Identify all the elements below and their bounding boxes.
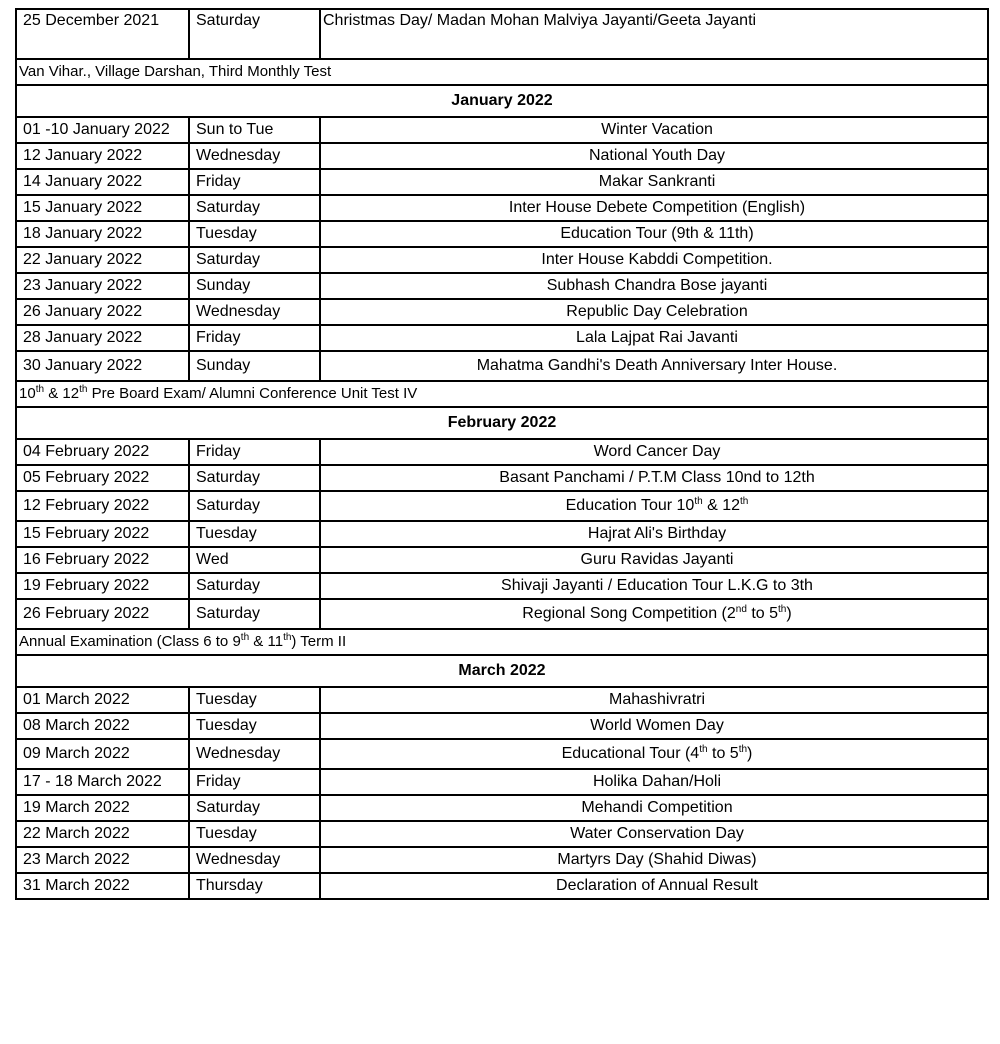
day-cell: Saturday (189, 491, 320, 521)
date-cell: 12 January 2022 (16, 143, 189, 169)
day-cell: Saturday (189, 795, 320, 821)
table-row (16, 9, 988, 59)
day-cell: Tuesday (189, 521, 320, 547)
event-cell: Mehandi Competition (320, 795, 988, 821)
date-cell: 19 February 2022 (16, 573, 189, 599)
day-cell: Wednesday (189, 143, 320, 169)
day-cell: Saturday (189, 465, 320, 491)
day-cell: Wed (189, 547, 320, 573)
event-cell: Martyrs Day (Shahid Diwas) (320, 847, 988, 873)
date-cell: 31 March 2022 (16, 873, 189, 899)
day-cell: Saturday (189, 573, 320, 599)
table-row (16, 143, 988, 169)
note-row (16, 629, 988, 655)
event-cell: Lala Lajpat Rai Javanti (320, 325, 988, 351)
day-cell: Wednesday (189, 847, 320, 873)
day-cell: Tuesday (189, 687, 320, 713)
day-cell: Friday (189, 169, 320, 195)
day-cell: Sunday (189, 351, 320, 381)
table-row (16, 221, 988, 247)
date-cell: 04 February 2022 (16, 439, 189, 465)
table-row (16, 821, 988, 847)
table-row (16, 713, 988, 739)
day-cell: Tuesday (189, 821, 320, 847)
table-row (16, 325, 988, 351)
table-row (16, 547, 988, 573)
date-cell: 26 February 2022 (16, 599, 189, 629)
event-cell: Mahatma Gandhi's Death Anniversary Inter House. (320, 351, 988, 381)
table-row (16, 299, 988, 325)
event-cell: Shivaji Jayanti / Education Tour L.K.G to 3th (320, 573, 988, 599)
event-cell: Declaration of Annual Result (320, 873, 988, 899)
note-row (16, 59, 988, 85)
table-row (16, 247, 988, 273)
february-note: Annual Examination (Class 6 to 9th & 11th) Term II (16, 629, 988, 655)
event-cell: Inter House Kabddi Competition. (320, 247, 988, 273)
calendar-table (15, 8, 989, 900)
event-cell: Education Tour 10th & 12th (320, 491, 988, 521)
event-cell: Inter House Debete Competition (English) (320, 195, 988, 221)
table-row (16, 739, 988, 769)
day-cell: Wednesday (189, 739, 320, 769)
event-cell: Subhash Chandra Bose jayanti (320, 273, 988, 299)
event-cell: World Women Day (320, 713, 988, 739)
date-cell: 26 January 2022 (16, 299, 189, 325)
date-cell: 23 January 2022 (16, 273, 189, 299)
table-row (16, 117, 988, 143)
month-heading-row (16, 407, 988, 439)
event-cell: Water Conservation Day (320, 821, 988, 847)
date-cell: 12 February 2022 (16, 491, 189, 521)
date-cell: 19 March 2022 (16, 795, 189, 821)
table-row (16, 439, 988, 465)
date-cell: 05 February 2022 (16, 465, 189, 491)
date-cell: 15 January 2022 (16, 195, 189, 221)
day-cell: Wednesday (189, 299, 320, 325)
event-cell: Hajrat Ali's Birthday (320, 521, 988, 547)
event-cell: Republic Day Celebration (320, 299, 988, 325)
date-cell: 17 - 18 March 2022 (16, 769, 189, 795)
table-row (16, 195, 988, 221)
event-cell: Word Cancer Day (320, 439, 988, 465)
table-row (16, 769, 988, 795)
day-cell: Friday (189, 439, 320, 465)
day-cell: Saturday (189, 9, 320, 59)
date-cell: 23 March 2022 (16, 847, 189, 873)
date-cell: 09 March 2022 (16, 739, 189, 769)
january-note: 10th & 12th Pre Board Exam/ Alumni Conference Unit Test IV (16, 381, 988, 407)
date-cell: 01 March 2022 (16, 687, 189, 713)
date-cell: 22 March 2022 (16, 821, 189, 847)
event-cell: Education Tour (9th & 11th) (320, 221, 988, 247)
date-cell: 30 January 2022 (16, 351, 189, 381)
date-cell: 15 February 2022 (16, 521, 189, 547)
day-cell: Saturday (189, 195, 320, 221)
date-cell: 18 January 2022 (16, 221, 189, 247)
date-cell: 22 January 2022 (16, 247, 189, 273)
day-cell: Friday (189, 769, 320, 795)
table-row (16, 795, 988, 821)
event-cell: Regional Song Competition (2nd to 5th) (320, 599, 988, 629)
event-cell: Christmas Day/ Madan Mohan Malviya Jayanti/Geeta Jayanti (320, 9, 988, 59)
event-cell: Winter Vacation (320, 117, 988, 143)
month-heading-march: March 2022 (16, 655, 988, 687)
date-cell: 08 March 2022 (16, 713, 189, 739)
day-cell: Sun to Tue (189, 117, 320, 143)
event-cell: Basant Panchami / P.T.M Class 10nd to 12th (320, 465, 988, 491)
event-cell: Makar Sankranti (320, 169, 988, 195)
date-cell: 01 -10 January 2022 (16, 117, 189, 143)
table-row (16, 351, 988, 381)
table-row (16, 573, 988, 599)
event-cell: Mahashivratri (320, 687, 988, 713)
date-cell: 28 January 2022 (16, 325, 189, 351)
event-cell: Guru Ravidas Jayanti (320, 547, 988, 573)
table-row (16, 169, 988, 195)
day-cell: Sunday (189, 273, 320, 299)
table-row (16, 599, 988, 629)
day-cell: Saturday (189, 247, 320, 273)
day-cell: Friday (189, 325, 320, 351)
event-cell: National Youth Day (320, 143, 988, 169)
month-heading-row (16, 655, 988, 687)
note-row (16, 381, 988, 407)
date-cell: 14 January 2022 (16, 169, 189, 195)
table-row (16, 521, 988, 547)
event-cell: Holika Dahan/Holi (320, 769, 988, 795)
date-cell: 16 February 2022 (16, 547, 189, 573)
day-cell: Tuesday (189, 713, 320, 739)
day-cell: Tuesday (189, 221, 320, 247)
date-cell: 25 December 2021 (16, 9, 189, 59)
table-row (16, 873, 988, 899)
day-cell: Saturday (189, 599, 320, 629)
table-row (16, 847, 988, 873)
table-row (16, 465, 988, 491)
month-heading-january: January 2022 (16, 85, 988, 117)
table-row (16, 273, 988, 299)
table-row (16, 491, 988, 521)
month-heading-february: February 2022 (16, 407, 988, 439)
month-heading-row (16, 85, 988, 117)
december-note: Van Vihar., Village Darshan, Third Monthly Test (16, 59, 988, 85)
day-cell: Thursday (189, 873, 320, 899)
event-cell: Educational Tour (4th to 5th) (320, 739, 988, 769)
table-row (16, 687, 988, 713)
